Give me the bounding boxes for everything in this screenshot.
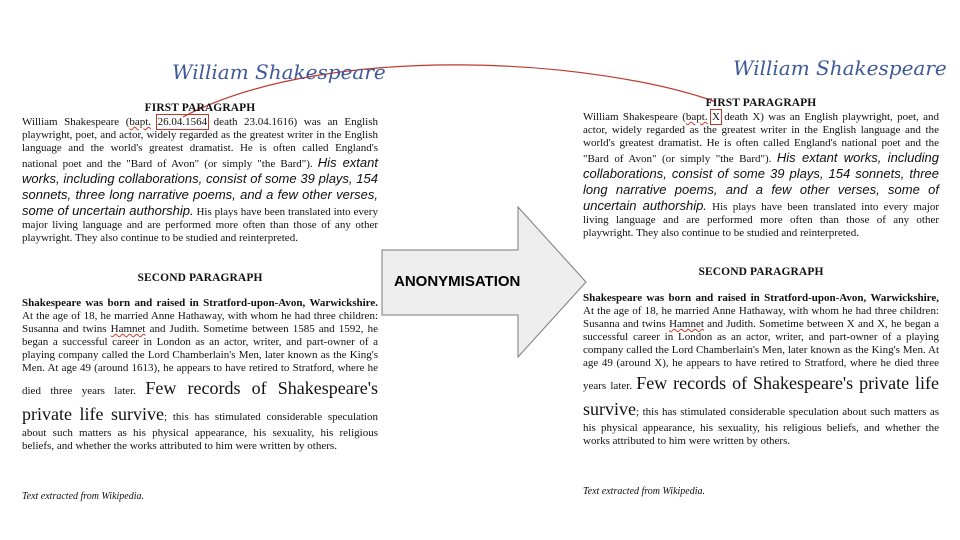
first-paragraph bbox=[22, 116, 378, 245]
p1-text-a: William Shakespeare ( bbox=[22, 116, 130, 128]
p2-bold-text: Shakespeare was born and raised in Stratford-upon-Avon, Warwickshire. bbox=[22, 297, 378, 309]
highlighted-birth-date: 26.04.1564 bbox=[157, 116, 208, 128]
document-title: William Shakespeare bbox=[733, 56, 947, 80]
p2-text-c: ; this has stimulated considerable speculation about such matters as his physical appearance, his sexuality, his religious beliefs, and whether the works attributed to him were written by others. bbox=[583, 406, 939, 447]
p2-text-c: ; this has stimulated considerable speculation about such matters as his physical appearance, his sexuality, his religious beliefs, and whether the works attributed to him were written by others. bbox=[22, 411, 378, 452]
p1-bapt: bapt. bbox=[685, 111, 708, 123]
p1-bapt: bapt. bbox=[129, 116, 152, 128]
source-credit: Text extracted from Wikipedia. bbox=[22, 491, 145, 502]
second-paragraph-heading: SECOND PARAGRAPH bbox=[137, 272, 263, 284]
p2-large-text: Few records of Shakespeare's private life survive bbox=[22, 378, 378, 424]
source-credit: Text extracted from Wikipedia. bbox=[583, 486, 706, 497]
p1-text-c: His plays have been translated into every major living language and are performed more often than those of any other playwright. They also continue to be studied and reinterpreted. bbox=[583, 201, 939, 239]
p1-text-b: death 23.04.1616) was an English playwright, poet, and actor, widely regarded as the greatest writer in the English language and the world's greatest dramatist. He is often called England's national poet and the "Bard of Avon" (or simply "the Bard"). bbox=[22, 116, 378, 170]
first-paragraph-heading: FIRST PARAGRAPH bbox=[144, 102, 256, 114]
p1-text-a: William Shakespeare ( bbox=[583, 111, 686, 123]
p1-text-c: His plays have been translated into every major living language and are performed more often than those of any other playwright. They also continue to be studied and reinterpreted. bbox=[22, 206, 378, 244]
p2-large-text: Few records of Shakespeare's private life survive bbox=[583, 373, 939, 419]
p2-text-a: At the age of 18, he married Anne Hathaway, with whom he had three children: Susanna and twins bbox=[22, 310, 378, 335]
arrow-label: ANONYMISATION bbox=[394, 273, 521, 290]
second-paragraph-heading: SECOND PARAGRAPH bbox=[698, 266, 824, 278]
document-title: William Shakespeare bbox=[172, 60, 386, 84]
first-paragraph-heading: FIRST PARAGRAPH bbox=[705, 97, 817, 109]
p1-text-b: death X) was an English playwright, poet, and actor, widely regarded as the greatest writer in the English language and the world's greatest dramatist. He is often called England's national poet and the "Bard of Avon" (or simply "the Bard"). bbox=[583, 111, 940, 165]
anonymised-birth-date: X bbox=[711, 111, 720, 123]
p1-italic-text: His extant works, including collaborations, consist of some 39 plays, 154 sonnets, three long narrative poems, and a few other verses, some of uncertain authorship. bbox=[22, 155, 378, 218]
p2-text-b: and Judith. Sometime between 1585 and 1592, he began a successful career in London as an actor, writer, and part-owner of a playing company called the Lord Chamberlain's Men, later known as the King's Men. At age 49 (around 1613), he appears to have retired to Stratford, where he died three years later. bbox=[22, 323, 378, 397]
second-paragraph bbox=[22, 297, 378, 453]
p2-text-b: and Judith. Sometime between X and X, he began a successful career in London as an actor, writer, and part-owner of a playing company called the Lord Chamberlain's Men, later known as the King's Men. At age 49 (around X), he appears to have retired to Stratford, where he died three years later. bbox=[583, 318, 939, 392]
p1-italic-text: His extant works, including collaborations, consist of some 39 plays, 154 sonnets, three long narrative poems, and a few other verses, some of uncertain authorship. bbox=[583, 150, 939, 213]
first-paragraph bbox=[583, 111, 939, 240]
p2-hamnet: Hamnet bbox=[110, 323, 146, 335]
p2-bold-text: Shakespeare was born and raised in Stratford-upon-Avon, Warwickshire, bbox=[583, 292, 939, 304]
p2-hamnet: Hamnet bbox=[669, 318, 704, 330]
p2-text-a: At the age of 18, he married Anne Hathaway, with whom he had three children: Susanna and twins bbox=[583, 305, 939, 330]
second-paragraph bbox=[583, 292, 939, 448]
